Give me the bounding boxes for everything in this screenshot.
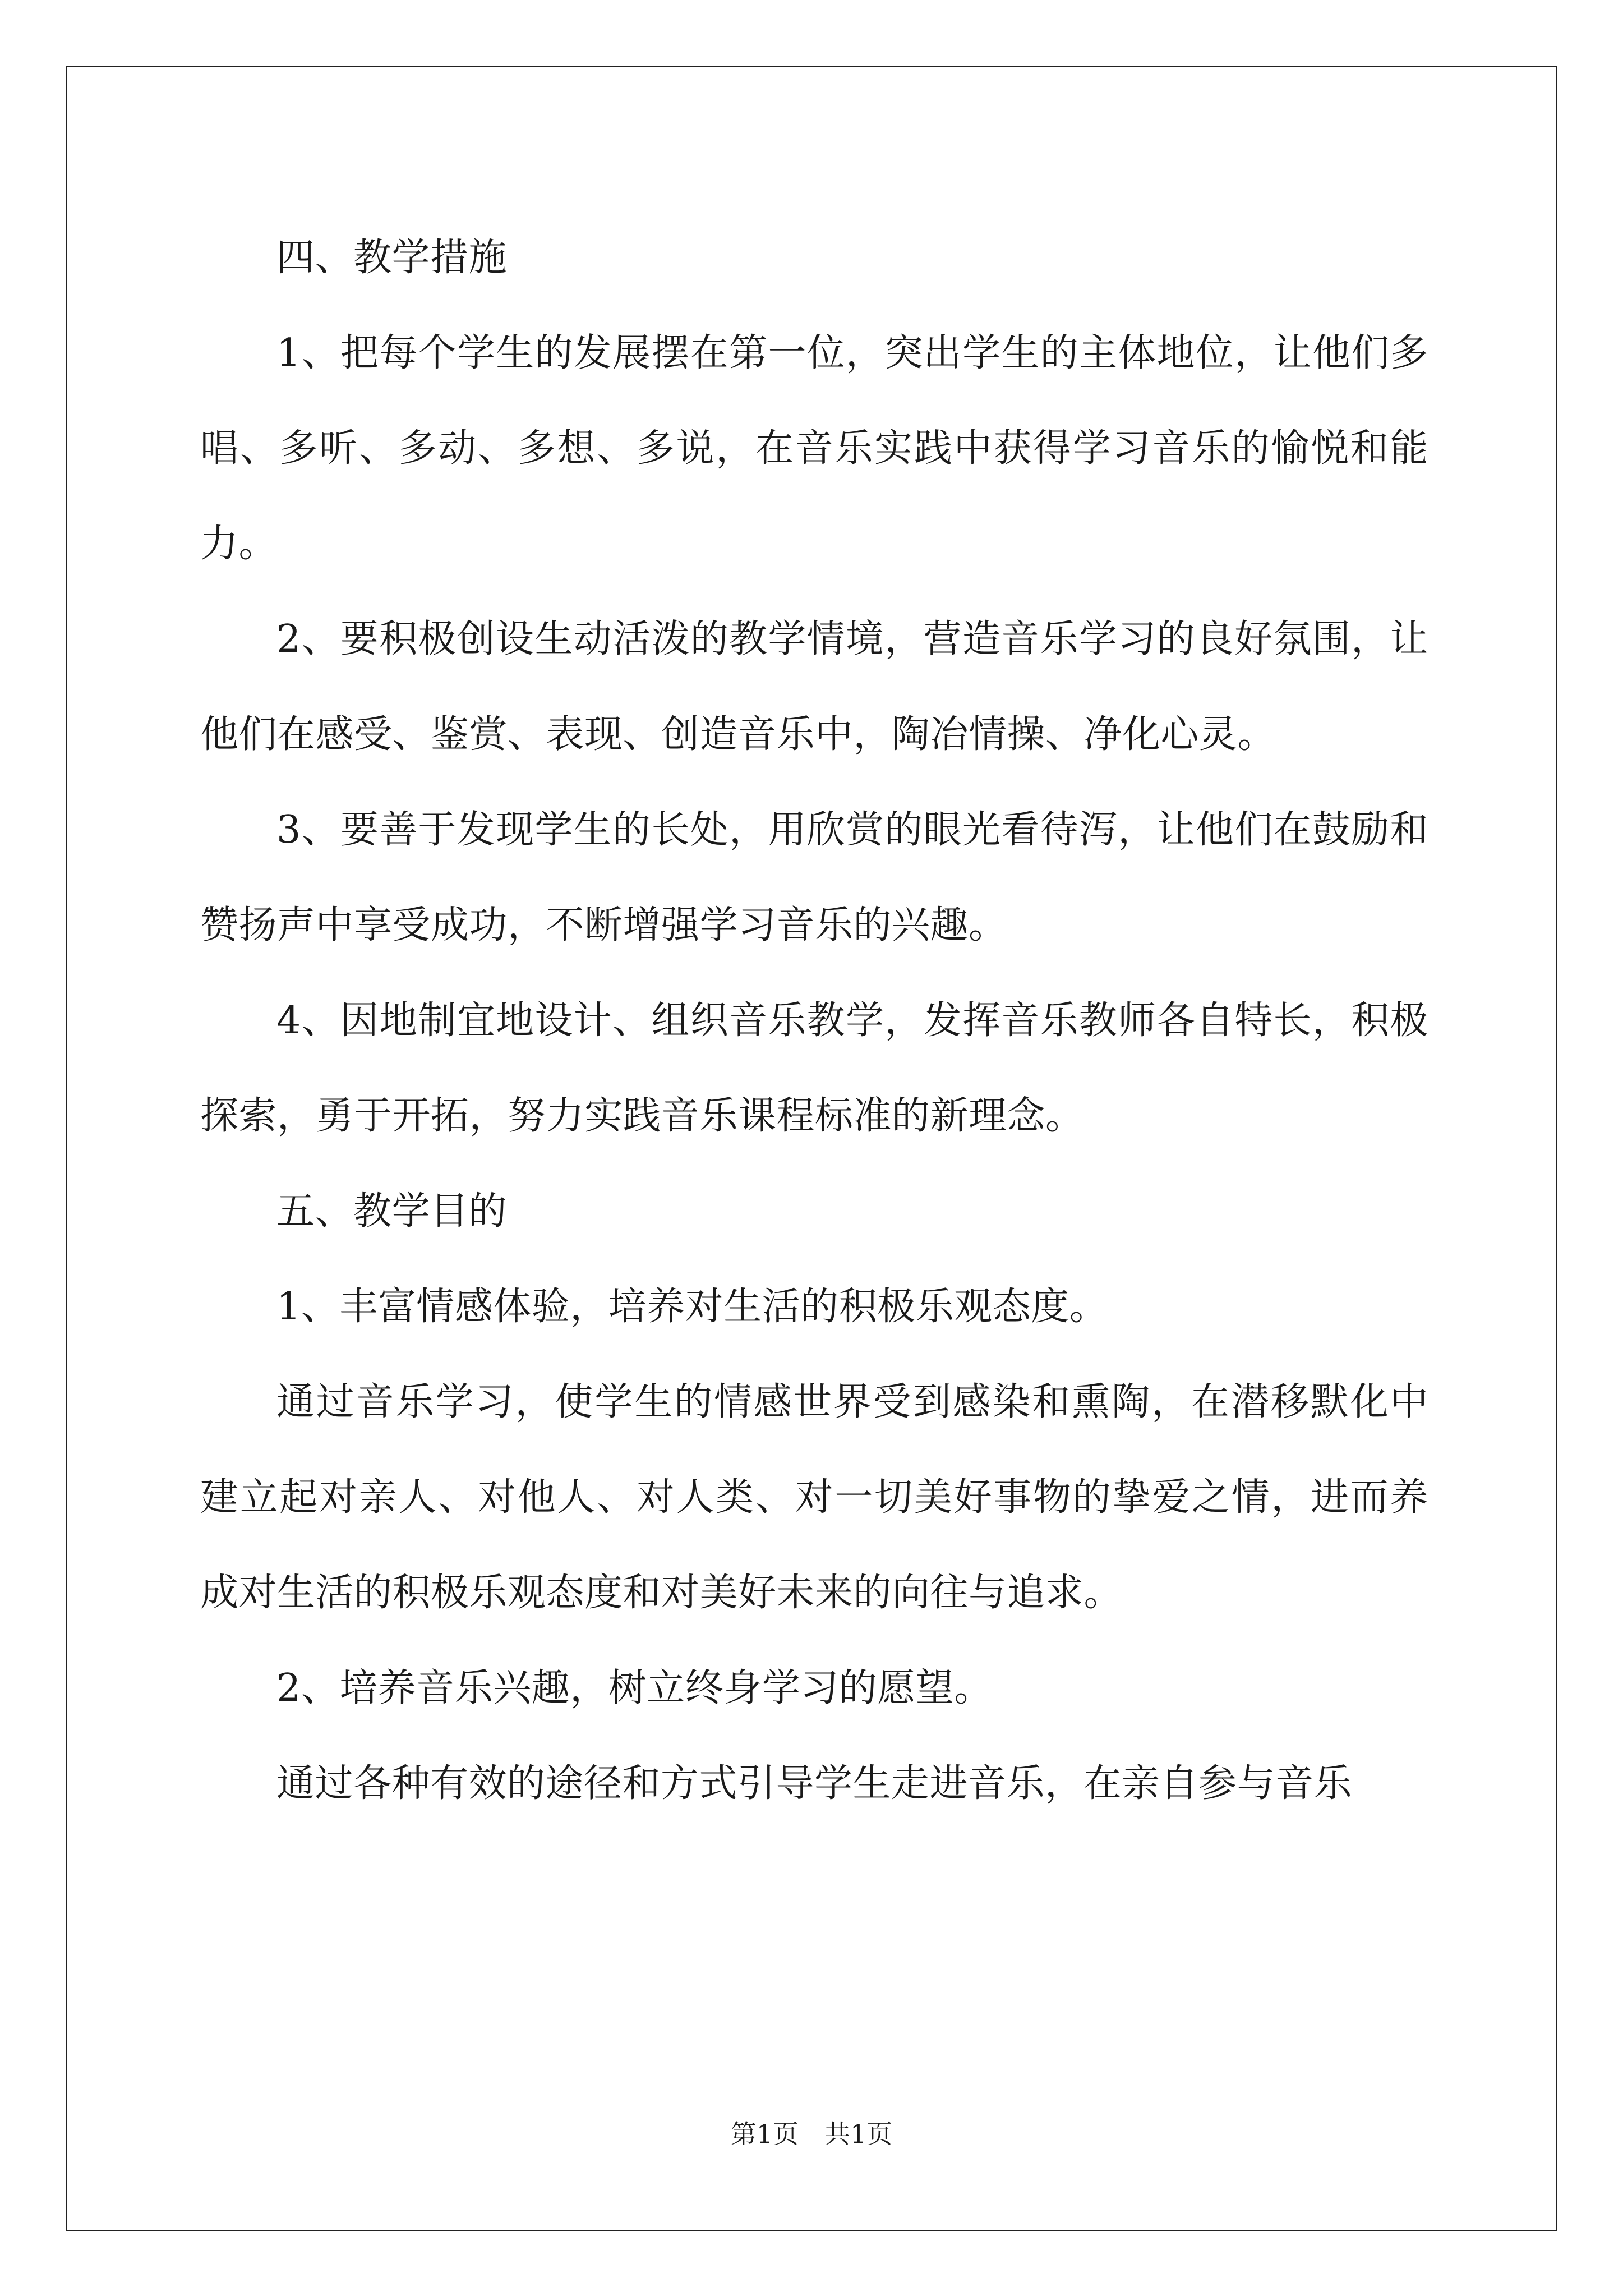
paragraph-goal-2: 2、培养音乐兴趣，树立终身学习的愿望。 <box>276 1666 993 1710</box>
section-heading-teaching-goals: 五、教学目的 <box>276 1189 508 1234</box>
paragraph-goal-1: 1、丰富情感体验，培养对生活的积极乐观态度。 <box>276 1285 1108 1329</box>
section-heading-teaching-measures: 四、教学措施 <box>276 236 508 280</box>
paragraph-measure-4: 4、因地制宜地设计、组织音乐教学，发挥音乐教师各自特长，积极探索，勇于开拓，努力实践音乐课程标准的新理念。 <box>200 999 1428 1138</box>
paragraph-measure-3: 3、要善于发现学生的长处，用欣赏的眼光看待泻，让他们在鼓励和赞扬声中享受成功，不断增强学习音乐的兴趣。 <box>200 808 1428 947</box>
paragraph-measure-2: 2、要积极创设生动活泼的教学情境，营造音乐学习的良好氛围，让他们在感受、鉴赏、表现、创造音乐中，陶冶情操、净化心灵。 <box>200 617 1428 757</box>
paragraph-goal-2-detail: 通过各种有效的途径和方式引导学生走进音乐，在亲自参与音乐 <box>276 1761 1353 1806</box>
paragraph-goal-1-detail: 通过音乐学习，使学生的情感世界受到感染和熏陶，在潜移默化中建立起对亲人、对他人、对人类、对一切美好事物的挚爱之情，进而养成对生活的积极乐观态度和对美好未来的向往与追求。 <box>200 1380 1428 1615</box>
document-body <box>200 210 1428 1832</box>
paragraph-measure-1: 1、把每个学生的发展摆在第一位，突出学生的主体地位，让他们多唱、多听、多动、多想、多说，在音乐实践中获得学习音乐的愉悦和能力。 <box>200 331 1428 566</box>
page-footer: 第1页 共1页 <box>730 2119 893 2149</box>
